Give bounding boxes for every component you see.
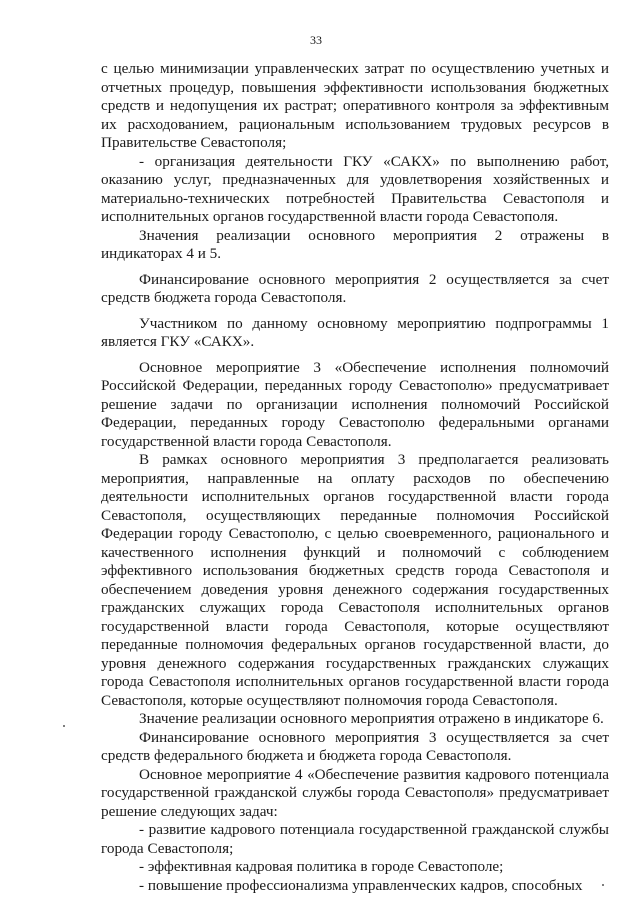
paragraph-8: Значение реализации основного мероприятия отражено в индикаторе 6. bbox=[139, 710, 604, 727]
page-number: 33 bbox=[310, 33, 322, 47]
scan-speck bbox=[63, 725, 65, 727]
paragraph-1: с целью минимизации управленческих затрат по осуществлению учетных и отчетных процедур, повышения эффективности использования бюджетных средств и недопущения их растрат; оперативного контроля за эффективным их расходованием, рациональным использованием трудовых ресурсов в Правительстве Севастополя; bbox=[101, 60, 609, 151]
paragraph-4: Финансирование основного мероприятия 2 осуществляется за счет средств бюджета города Севастополя. bbox=[101, 270, 609, 306]
paragraph-7: В рамках основного мероприятия 3 предполагается реализовать мероприятия, направленные на оплату расходов по обеспечению деятельности исполнительных органов государственной власти города Севастополя, осуществляющих переданные полномочия Российской Федерации городу Севастополю, с целью своевременного, рационального и качественного исполнения функций и полномочий с соблюдением эффективного использования бюджетных средств города Севастополя и обеспечением доведения уровня денежного содержания государственных гражданских служащих города Севастополя исполнительных органов государственной власти города Севастополя, которые осуществляют переданные полномочия федеральных органов государственной власти, до уровня денежного содержания государственных гражданских служащих города Севастополя исполнительных органов государственной власти города Севастополя, которые осуществляют полномочия города Севастополя. bbox=[101, 451, 609, 709]
document-body bbox=[101, 60, 609, 895]
paragraph-12: - эффективная кадровая политика в городе Севастополе; bbox=[139, 858, 504, 875]
paragraph-2: - организация деятельности ГКУ «САКХ» по выполнению работ, оказанию услуг, предназначенных для удовлетворения хозяйственных и материально-технических потребностей Правительства Севастополя и исполнительных органов государственной власти города Севастополя. bbox=[101, 152, 609, 225]
paragraph-5: Участником по данному основному мероприятию подпрограммы 1 является ГКУ «САКХ». bbox=[101, 314, 609, 350]
paragraph-13: - повышение профессионализма управленческих кадров, способных bbox=[139, 876, 583, 894]
paragraph-11: - развитие кадрового потенциала государственной гражданской службы города Севастополя; bbox=[101, 821, 609, 857]
scan-speck bbox=[602, 884, 604, 886]
paragraph-9: Финансирование основного мероприятия 3 осуществляется за счет средств федерального бюджета и бюджета города Севастополя. bbox=[101, 728, 609, 764]
paragraph-6: Основное мероприятие 3 «Обеспечение исполнения полномочий Российской Федерации, переданных городу Севастополю» предусматривает решение задачи по организации исполнения полномочий Российской Федерации, переданных городу Севастополю федеральными органами государственной власти города Севастополя. bbox=[101, 358, 609, 450]
paragraph-3: Значения реализации основного мероприятия 2 отражены в индикаторах 4 и 5. bbox=[101, 226, 609, 262]
paragraph-10: Основное мероприятие 4 «Обеспечение развития кадрового потенциала государственной гражданской службы города Севастополя» предусматривает решение следующих задач: bbox=[101, 765, 609, 820]
